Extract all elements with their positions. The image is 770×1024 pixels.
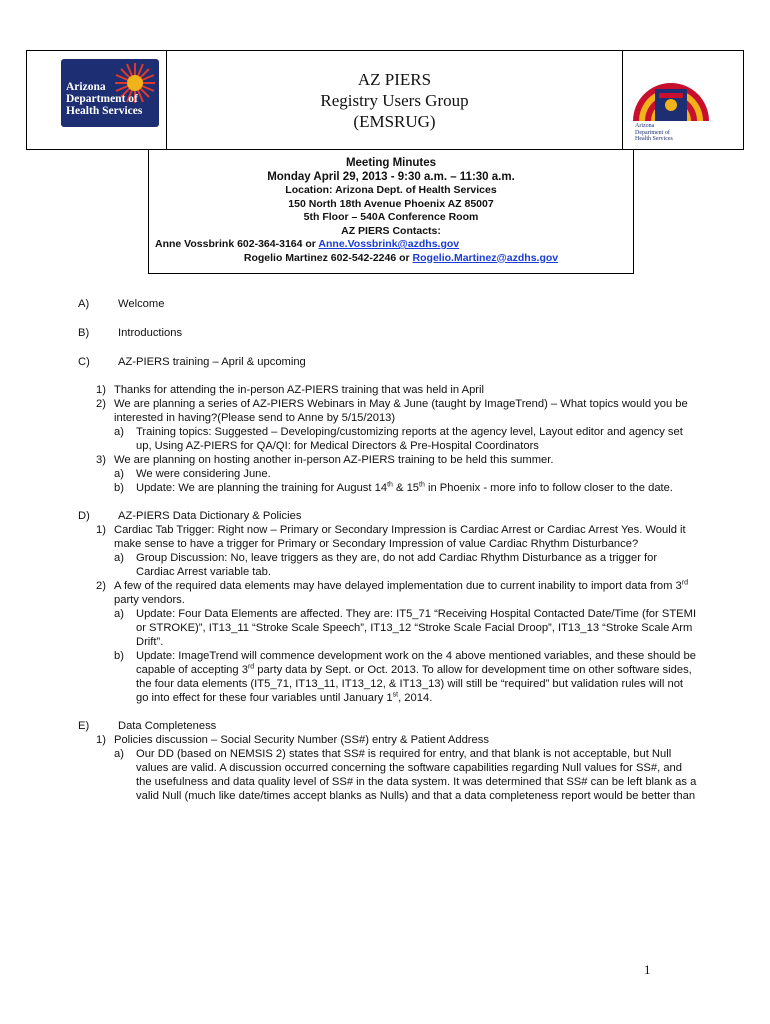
text-run: Update: We are planning the training for August 14	[136, 482, 388, 494]
sub-item	[114, 551, 698, 579]
email-link[interactable]: Anne.Vossbrink@azdhs.gov	[318, 238, 460, 250]
list-item	[96, 383, 698, 397]
item-text: We are planning a series of AZ-PIERS Webinars in May & June (taught by ImageTrend) – What topics would you be interested in having?(Please send to Anne by 5/15/2013)	[114, 398, 688, 424]
section-letter: E)	[78, 720, 90, 732]
meeting-info-box	[148, 150, 634, 274]
text-run: & 15	[392, 482, 420, 494]
logo-text-line: Arizona	[66, 81, 106, 93]
minutes-body	[78, 297, 698, 803]
sub-item	[114, 607, 698, 649]
sub-item	[114, 649, 698, 705]
sub-item-text: Our DD (based on NEMSIS 2) states that SS# is required for entry, and that blank is not acceptable, but Null values are valid. A discussion occurred concerning the software capabilities regarding Null values for SS#, and the usefulness and data quality level of SS# in the data system. It was determined that SS# can be left blank as a valid Null (much like date/times accept blanks as Nulls) and that a data completeness report would be better than	[136, 748, 697, 802]
title-line: (EMSRUG)	[353, 112, 436, 131]
ems-trauma-logo	[629, 59, 713, 145]
sub-item	[114, 481, 698, 495]
meeting-date: Monday April 29, 2013 - 9:30 a.m. – 11:30 a.m.	[267, 171, 515, 183]
superscript: th	[419, 481, 425, 489]
text-run: party data by Sept. or Oct. 2013. To allow for development time on other software sides, the four data elements (IT5_71, IT13_11, IT13_12, & IT13_13) will still be “required” but validation rules will not go into effect for these four variables until January 1	[136, 664, 692, 704]
superscript: st	[392, 691, 399, 699]
meeting-room: 5th Floor – 540A Conference Room	[303, 211, 479, 223]
logo-text-line: Health Services	[635, 136, 673, 142]
section-letter: A)	[78, 298, 90, 310]
sub-item-text: Training topics: Suggested – Developing/customizing reports at the agency level, Layout editor and agency set up, Using AZ-PIERS for QA/QI: for Medical Directors & Pre-Hospital Coordinators	[136, 426, 683, 452]
section-title: AZ-PIERS Data Dictionary & Policies	[118, 510, 302, 522]
list-item	[96, 733, 698, 803]
sub-item-letter: b)	[114, 650, 124, 662]
item-text	[114, 579, 698, 607]
arizona-flag-icon	[629, 59, 713, 123]
item-text: We are planning on hosting another in-person AZ-PIERS training to be held this summer.	[114, 454, 554, 466]
section-e	[78, 719, 698, 803]
section-a	[78, 297, 698, 311]
text-run: in Phoenix - more info to follow closer to the date.	[424, 482, 673, 494]
superscript: th	[387, 481, 393, 489]
meeting-location: Location: Arizona Dept. of Health Services	[285, 184, 497, 196]
sub-item	[114, 467, 698, 481]
email-link[interactable]: Rogelio.Martinez@azdhs.gov	[412, 251, 559, 264]
section-title: Welcome	[118, 298, 165, 310]
section-d	[78, 509, 698, 705]
meeting-heading: Meeting Minutes	[345, 157, 437, 169]
header-right-cell	[623, 51, 743, 149]
section-c	[78, 355, 698, 495]
item-text: Thanks for attending the in-person AZ-PIERS training that was held in April	[114, 384, 485, 396]
sub-item-letter: a)	[114, 426, 124, 438]
contacts-label: AZ PIERS Contacts:	[341, 224, 441, 237]
item-number: 3)	[96, 454, 106, 466]
section-title: Data Completeness	[118, 720, 217, 732]
text-run: A few of the required data elements may have delayed implementation due to current inability to import data from 3	[114, 580, 682, 592]
list-item	[96, 523, 698, 579]
sub-item-text: Update: Four Data Elements are affected. They are: IT5_71 “Receiving Hospital Contacted Date/Time (for STEMI or STROKE)”, IT13_11 “Stroke Scale Speech”, IT13_12 “Stroke Scale Facial Droop”, IT13_13 “Stroke Scale Arm Drift”.	[136, 608, 697, 648]
item-text: Cardiac Tab Trigger: Right now – Primary or Secondary Impression is Cardiac Arrest or Cardiac Arrest Yes. Would it make sense to have a trigger for Primary or Secondary Impression of value Cardiac Rhythm Disturbance?	[114, 524, 686, 550]
sub-item-text	[136, 481, 698, 495]
sub-item	[114, 747, 698, 803]
sub-item-letter: a)	[114, 468, 124, 480]
sub-item-letter: a)	[114, 552, 124, 564]
adhs-logo	[61, 59, 159, 127]
section-title: Introductions	[118, 327, 183, 339]
section-b	[78, 326, 698, 340]
list-item	[96, 397, 698, 453]
logo-text-line: Department of	[635, 129, 670, 136]
item-number: 1)	[96, 524, 106, 536]
meeting-address: 150 North 18th Avenue Phoenix AZ 85007	[288, 197, 494, 210]
list-item	[96, 579, 698, 705]
header-table	[26, 50, 744, 150]
sub-item-letter: a)	[114, 748, 124, 760]
contact-text: Rogelio Martinez 602-542-2246 or	[243, 251, 413, 264]
sub-item-text: We were considering June.	[136, 468, 271, 480]
contact-text: Anne Vossbrink 602-364-3164 or	[155, 238, 319, 250]
section-title: AZ-PIERS training – April & upcoming	[118, 356, 306, 368]
superscript: rd	[247, 663, 255, 671]
item-number: 1)	[96, 734, 106, 746]
text-run: party vendors.	[114, 594, 185, 606]
header-title-cell	[167, 51, 623, 149]
logo-text-line: Arizona	[635, 123, 655, 129]
item-number: 1)	[96, 384, 106, 396]
title-line: AZ PIERS	[357, 70, 432, 89]
contact-line	[149, 252, 633, 266]
sub-item-text	[136, 649, 698, 705]
list-item	[96, 453, 698, 495]
logo-text-line: Department of	[66, 93, 138, 105]
contact-line	[149, 238, 633, 252]
sub-item-letter: b)	[114, 482, 124, 494]
title-line: Registry Users Group	[320, 91, 469, 110]
logo-text-line: Health Services	[66, 105, 143, 117]
sub-item-letter: a)	[114, 608, 124, 620]
header-left-cell	[27, 51, 167, 149]
superscript: rd	[681, 579, 688, 587]
item-number: 2)	[96, 580, 106, 592]
section-letter: D)	[78, 510, 90, 522]
sub-item	[114, 425, 698, 453]
text-run: Update: ImageTrend will commence development work on the 4 above mentioned variables, and these should be capable of accepting 3	[136, 650, 696, 676]
section-letter: B)	[78, 327, 90, 339]
sub-item-text: Group Discussion: No, leave triggers as they are, do not add Cardiac Rhythm Disturbance as a trigger for Cardiac Arrest variable tab.	[136, 552, 658, 578]
item-text: Policies discussion – Social Security Number (SS#) entry & Patient Address	[114, 734, 489, 746]
text-run: , 2014.	[398, 692, 433, 704]
section-letter: C)	[78, 356, 90, 368]
item-number: 2)	[96, 398, 106, 410]
page-number: 1	[644, 962, 651, 977]
